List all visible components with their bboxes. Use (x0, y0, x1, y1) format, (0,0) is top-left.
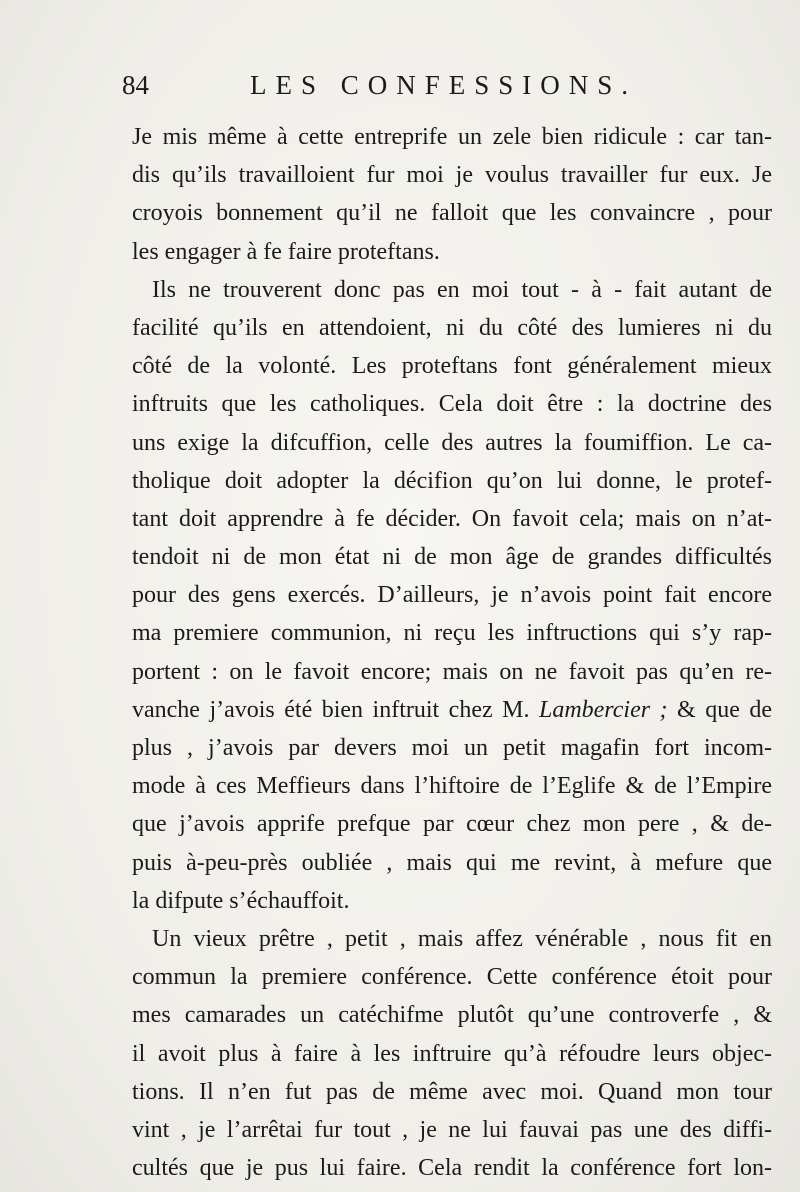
text-line: inftruits que les catholiques. Cela doit être : la doctrine des (132, 391, 772, 418)
text-line: tant doit apprendre à fe décider. On favoit cela; mais on n’at- (132, 505, 772, 532)
text-line: portent : on le favoit encore; mais on ne favoit pas qu’en re- (132, 658, 772, 685)
text-line: tendoit ni de mon état ni de mon âge de grandes difficultés (132, 544, 772, 571)
text-line: mode à ces Meffieurs dans l’hiftoire de l’Eglife & de l’Empire (132, 773, 772, 800)
text-line: Un vieux prêtre , petit , mais affez vénérable , nous fit en (152, 925, 772, 952)
text-line: croyois bonnement qu’il ne falloit que les convaincre , pour (132, 200, 772, 227)
text-line: que j’avois apprife prefque par cœur chez mon pere , & de- (132, 811, 772, 838)
text-line: puis à-peu-près oubliée , mais qui me revint, à mefure que (132, 849, 772, 876)
text-line: tions. Il n’en fut pas de même avec moi. Quand mon tour (132, 1078, 772, 1105)
text-line: Je mis même à cette entreprife un zele bien ridicule : car tan- (132, 124, 772, 150)
body-text (132, 118, 772, 1187)
text-line: ma premiere communion, ni reçu les inftructions qui s’y rap- (132, 620, 772, 647)
text-line: tholique doit adopter la décifion qu’on lui donne, le protef- (132, 467, 772, 494)
text-line: plus , j’avois par devers moi un petit magafin fort incom- (132, 735, 772, 761)
text-line: facilité qu’ils en attendoient, ni du côté des lumieres ni du (132, 314, 772, 341)
text-line: les engager à fe faire proteftans. (132, 238, 440, 265)
text-line: vint , je l’arrêtai fur tout , je ne lui fauvai pas une des diffi- (132, 1116, 772, 1143)
text-line: vanche j’avois été bien inftruit chez M. Lambercier ; & que de (132, 696, 772, 723)
running-title: LES CONFESSIONS. (250, 70, 638, 100)
text-line: la difpute s’échauffoit. (132, 887, 350, 914)
text-line: il avoit plus à faire à les inftruire qu’à réfoudre leurs objec- (132, 1040, 772, 1067)
text-line: mes camarades un catéchifme plutôt qu’une controverfe , & (132, 1002, 772, 1029)
text-line: commun la premiere conférence. Cette conférence étoit pour (132, 964, 772, 991)
text-line: uns exige la difcuffion, celle des autres la foumiffion. Le ca- (132, 429, 772, 456)
text-line: pour des gens exercés. D’ailleurs, je n’avois point fait encore (132, 582, 772, 609)
page-number: 84 (122, 70, 149, 100)
text-line: dis qu’ils travailloient fur moi je voulus travailler fur eux. Je (132, 162, 772, 189)
text-line: côté de la volonté. Les proteftans font généralement mieux (132, 353, 772, 380)
text-line: cultés que je pus lui faire. Cela rendit la conférence fort lon- (132, 1155, 772, 1182)
italic-name: Lambercier ; (538, 696, 668, 723)
text-line: Ils ne trouverent donc pas en moi tout - à - fait autant de (152, 276, 772, 303)
